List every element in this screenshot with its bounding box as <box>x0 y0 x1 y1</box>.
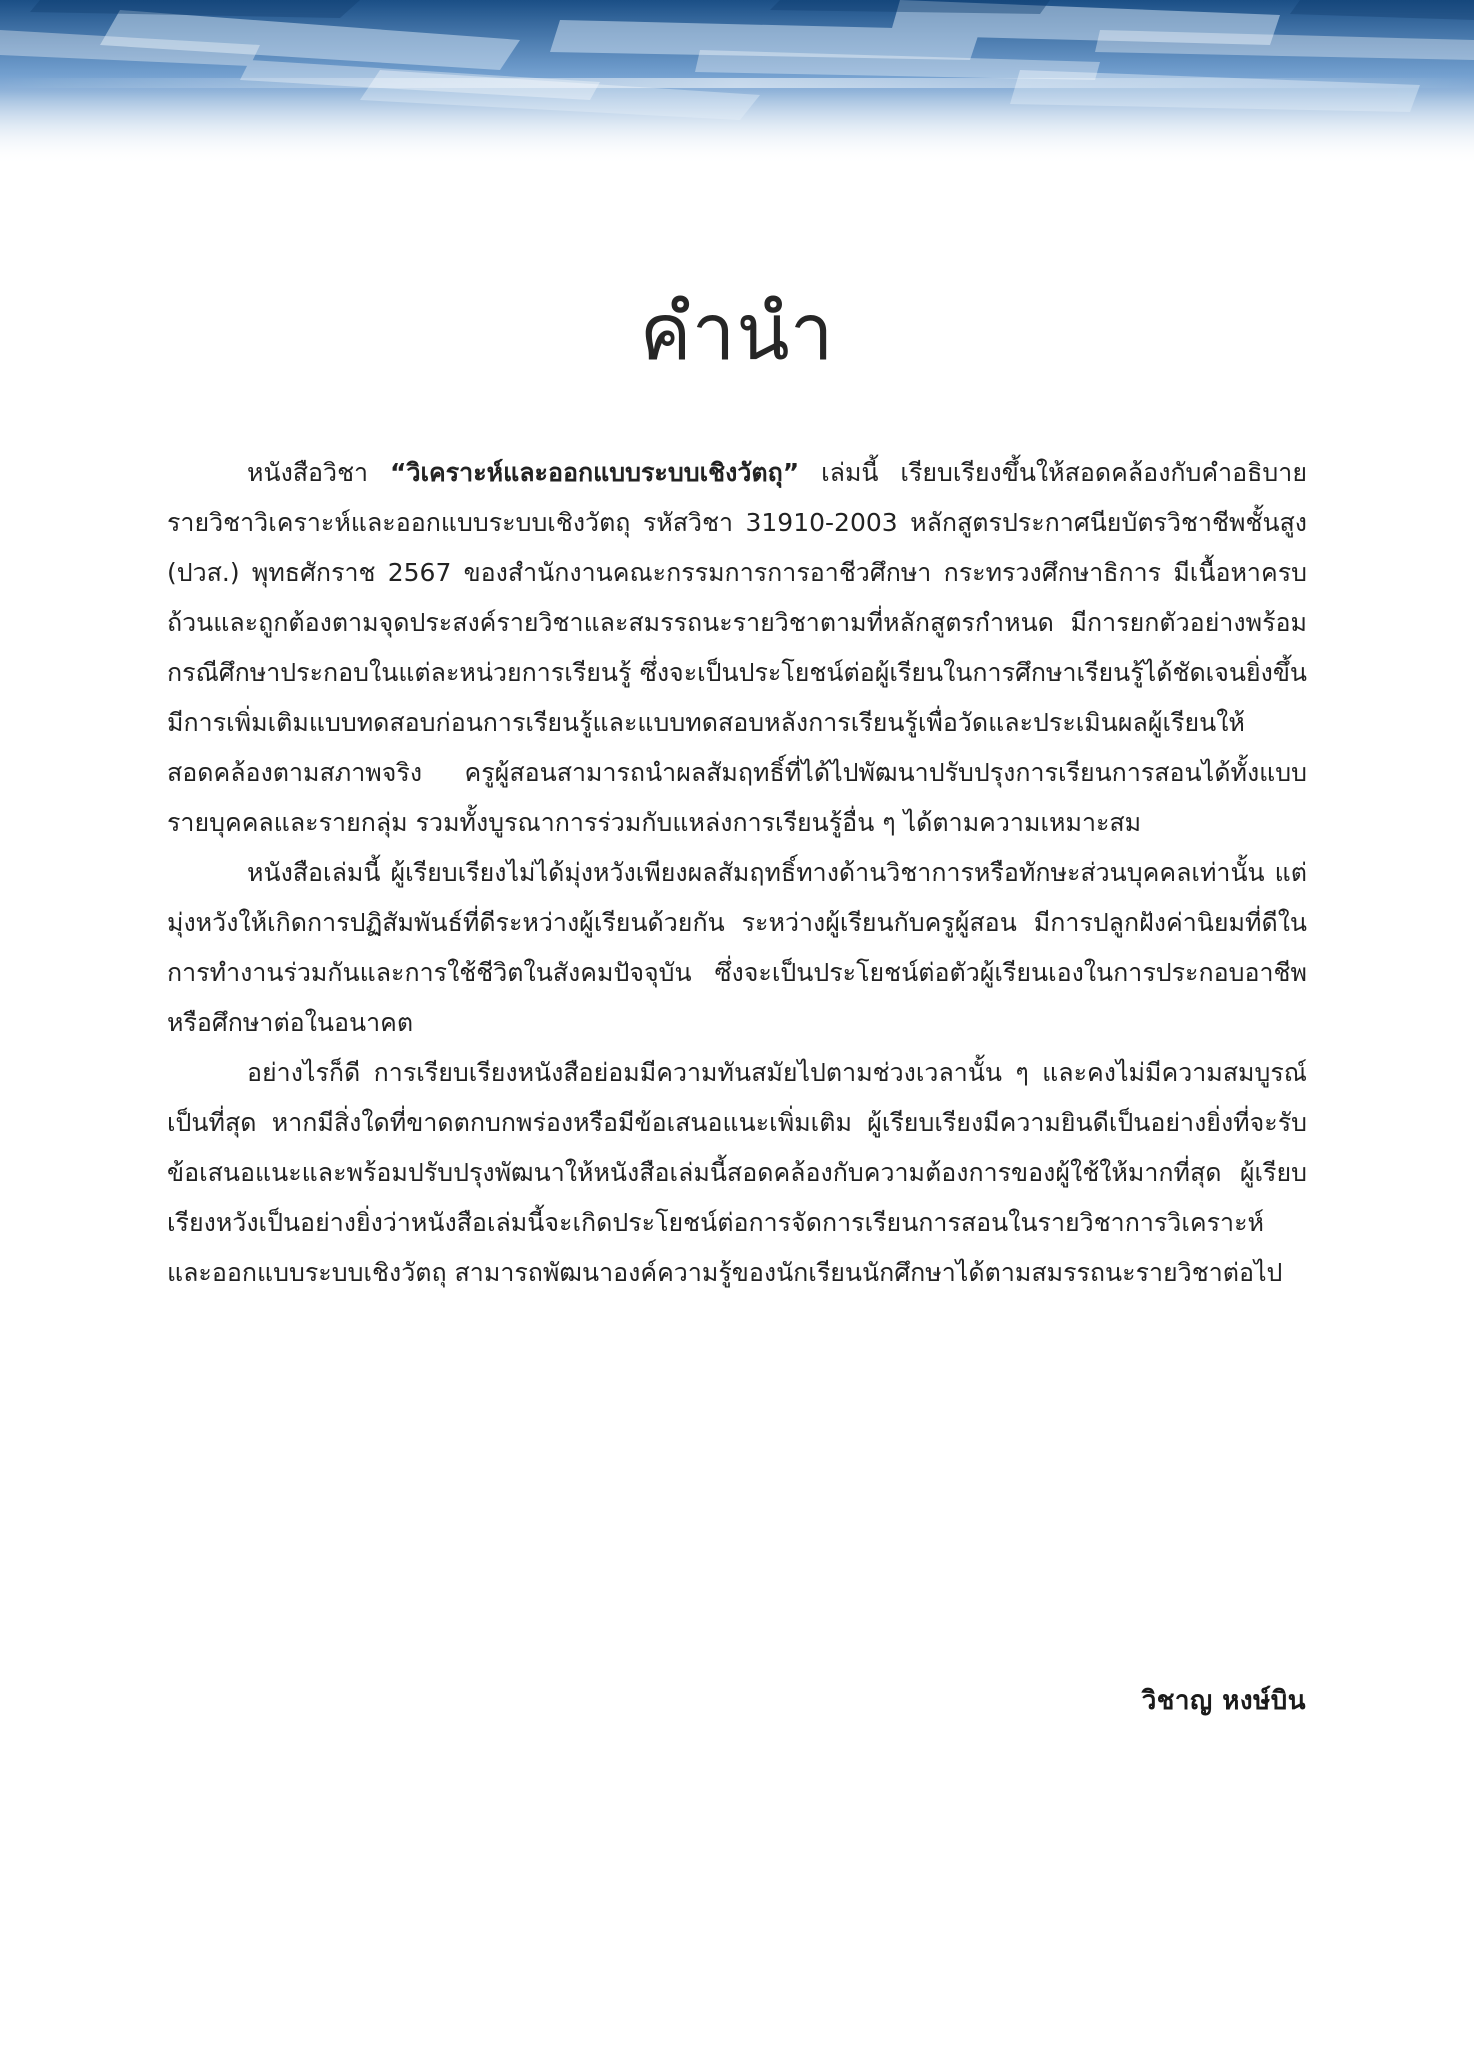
header-banner <box>0 0 1474 165</box>
paragraph-2: หนังสือเล่มนี้ ผู้เรียบเรียงไม่ได้มุ่งหวังเพียงผลสัมฤทธิ์ทางด้านวิชาการหรือทักษะส่วนบุคคลเท่านั้น แต่มุ่งหวังให้เกิดการปฏิสัมพันธ์ที่ดีระหว่างผู้เรียนด้วยกัน ระหว่างผู้เรียนกับครูผู้สอน มีการปลูกฝังค่านิยมที่ดีในการทำงานร่วมกันและการใช้ชีวิตในสังคมปัจจุบัน ซึ่งจะเป็นประโยชน์ต่อตัวผู้เรียนเองในการประกอบอาชีพหรือศึกษาต่อในอนาคต <box>167 858 1307 1037</box>
paragraph-1-lead: หนังสือวิชา <box>247 458 391 487</box>
author-name: วิชาญ หงษ์บิน <box>1141 1686 1306 1716</box>
paragraph-1 <box>167 448 1307 848</box>
paragraph-3: อย่างไรก็ดี การเรียบเรียงหนังสือย่อมมีความทันสมัยไปตามช่วงเวลานั้น ๆ และคงไม่มีความสมบูรณ์เป็นที่สุด หากมีสิ่งใดที่ขาดตกบกพร่องหรือมีข้อเสนอแนะเพิ่มเติม ผู้เรียบเรียงมีความยินดีเป็นอย่างยิ่งที่จะรับข้อเสนอแนะและพร้อมปรับปรุงพัฒนาให้หนังสือเล่มนี้สอดคล้องกับความต้องการของผู้ใช้ให้มากที่สุด ผู้เรียบเรียงหวังเป็นอย่างยิ่งว่าหนังสือเล่มนี้จะเกิดประโยชน์ต่อการจัดการเรียนการสอนในรายวิชาการวิเคราะห์และออกแบบระบบเชิงวัตถุ สามารถพัฒนาองค์ความรู้ของนักเรียนนักศึกษาได้ตามสมรรถนะรายวิชาต่อไป <box>167 1058 1307 1287</box>
preface-body <box>167 448 1307 1298</box>
course-title: “วิเคราะห์และออกแบบระบบเชิงวัตถุ” <box>390 458 800 487</box>
paragraph-1-rest: เล่มนี้ เรียบเรียงขึ้นให้สอดคล้องกับคำอธิบายรายวิชาวิเคราะห์และออกแบบระบบเชิงวัตถุ รหัสวิชา 31910-2003 หลักสูตรประกาศนียบัตรวิชาชีพชั้นสูง (ปวส.) พุทธศักราช 2567 ของสำนักงานคณะกรรมการการอาชีวศึกษา กระทรวงศึกษาธิการ มีเนื้อหาครบถ้วนและถูกต้องตามจุดประสงค์รายวิชาและสมรรถนะรายวิชาตามที่หลักสูตรกำหนด มีการยกตัวอย่างพร้อมกรณีศึกษาประกอบในแต่ละหน่วยการเรียนรู้ ซึ่งจะเป็นประโยชน์ต่อผู้เรียนในการศึกษาเรียนรู้ได้ชัดเจนยิ่งขึ้น มีการเพิ่มเติมแบบทดสอบก่อนการเรียนรู้และแบบทดสอบหลังการเรียนรู้เพื่อวัดและประเมินผลผู้เรียนให้สอดคล้องตามสภาพจริง ครูผู้สอนสามารถนำผลสัมฤทธิ์ที่ได้ไปพัฒนาปรับปรุงการเรียนการสอนได้ทั้งแบบรายบุคคลและรายกลุ่ม รวมทั้งบูรณาการร่วมกับแหล่งการเรียนรู้อื่น ๆ ได้ตามความเหมาะสม <box>167 458 1307 837</box>
page-title: คำนำ <box>639 288 835 378</box>
banner-graphic <box>0 0 1474 165</box>
